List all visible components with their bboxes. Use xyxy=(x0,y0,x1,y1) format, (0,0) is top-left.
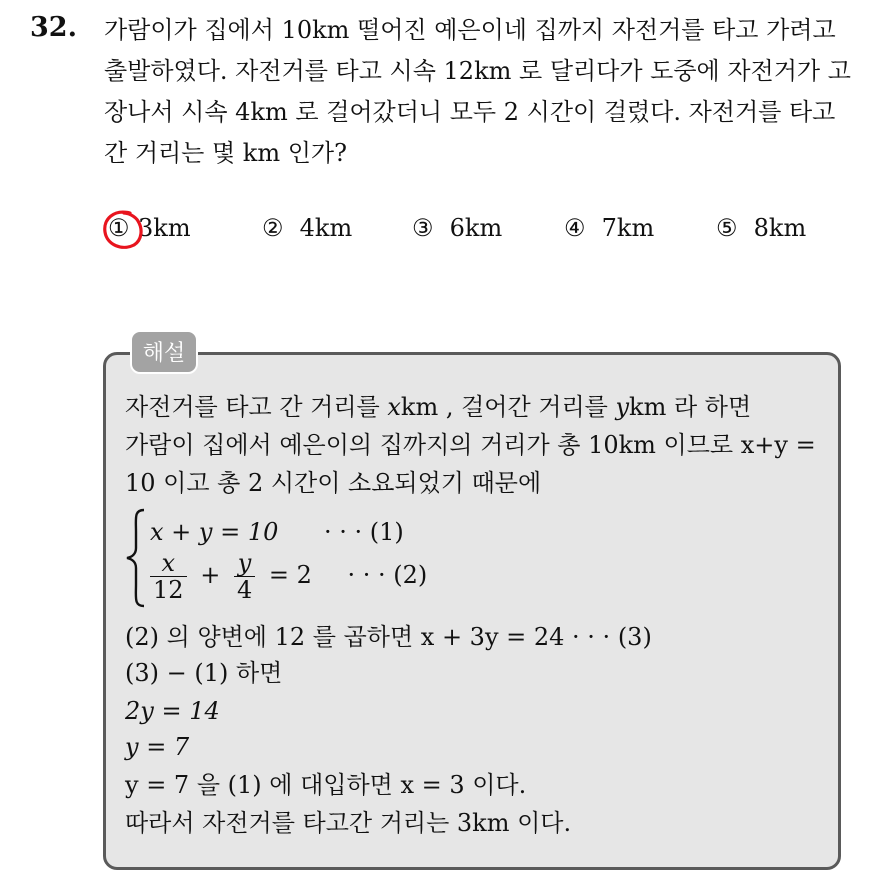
choice-4-label: 7km xyxy=(601,214,655,242)
choice-2[interactable] xyxy=(262,214,352,242)
choice-2-mark: ② xyxy=(262,214,284,242)
solution-line-8: y = 7 을 (1) 에 대입하면 x = 3 이다. xyxy=(125,771,527,799)
equation-2-rhs: = 2 xyxy=(268,561,312,589)
solution-tag: 해설 xyxy=(130,330,198,374)
solution-line-1-pre: 자전거를 타고 간 거리를 xyxy=(125,393,388,421)
choice-1-label: 3km xyxy=(138,214,191,242)
solution-line-2: 가람이 집에서 예은이의 집까지의 거리가 총 10km 이므로 x+y = xyxy=(125,431,816,459)
fraction-y-over-4: $\frac{y}{4}$ xyxy=(234,550,255,603)
var-x: x xyxy=(387,393,401,421)
var-y: y xyxy=(615,393,630,421)
equation-1-ref: · · · (1) xyxy=(324,518,404,546)
choice-1-mark: ① xyxy=(108,214,130,242)
solution-line-3: 10 이고 총 2 시간이 소요되었기 때문에 xyxy=(125,469,542,497)
solution-line-1-mid: km , 걸어간 거리를 xyxy=(400,393,616,421)
solution-line-1 xyxy=(125,388,751,426)
equation-2 xyxy=(150,550,427,603)
choice-1[interactable] xyxy=(108,214,191,242)
solution-line-1-post: km 라 하면 xyxy=(629,393,752,421)
equation-2-plus: + xyxy=(200,561,221,589)
choice-5-mark: ⑤ xyxy=(716,214,738,242)
choice-5-label: 8km xyxy=(753,214,807,242)
solution-line-6: 2y = 14 xyxy=(125,697,220,725)
answer-choices xyxy=(108,214,848,254)
choice-3-label: 6km xyxy=(449,214,503,242)
solution-line-4: (2) 의 양변에 12 를 곱하면 x + 3y = 24 · · · (3) xyxy=(125,623,652,651)
choice-4[interactable] xyxy=(564,214,654,242)
equation-2-ref: · · · (2) xyxy=(347,561,428,589)
question-number: 32. xyxy=(30,12,77,43)
equation-1-lhs: x + y = 10 xyxy=(150,518,279,546)
fraction-x-over-12: $\frac{x}{12}$ xyxy=(150,550,187,603)
choice-3[interactable] xyxy=(412,214,502,242)
question-text: 가람이가 집에서 10km 떨어진 예은이네 집까지 자전거를 타고 가려고 출발하였다. 자전거를 타고 시속 12km 로 달리다가 도중에 자전거가 고장나서 시속 4km 로 걸어갔더니 모두 2 시간이 걸렸다. 자전거를 타고 간 거리는 몇 km 인가? xyxy=(104,16,851,167)
choice-4-mark: ④ xyxy=(564,214,586,242)
system-brace-icon xyxy=(124,508,148,608)
solution-line-5: (3) − (1) 하면 xyxy=(125,659,283,687)
choice-3-mark: ③ xyxy=(412,214,434,242)
solution-line-9: 따라서 자전거를 타고간 거리는 3km 이다. xyxy=(125,809,572,837)
solution-line-7: y = 7 xyxy=(125,733,190,761)
choice-2-label: 4km xyxy=(299,214,353,242)
choice-5[interactable] xyxy=(716,214,806,242)
equation-1 xyxy=(150,514,404,550)
